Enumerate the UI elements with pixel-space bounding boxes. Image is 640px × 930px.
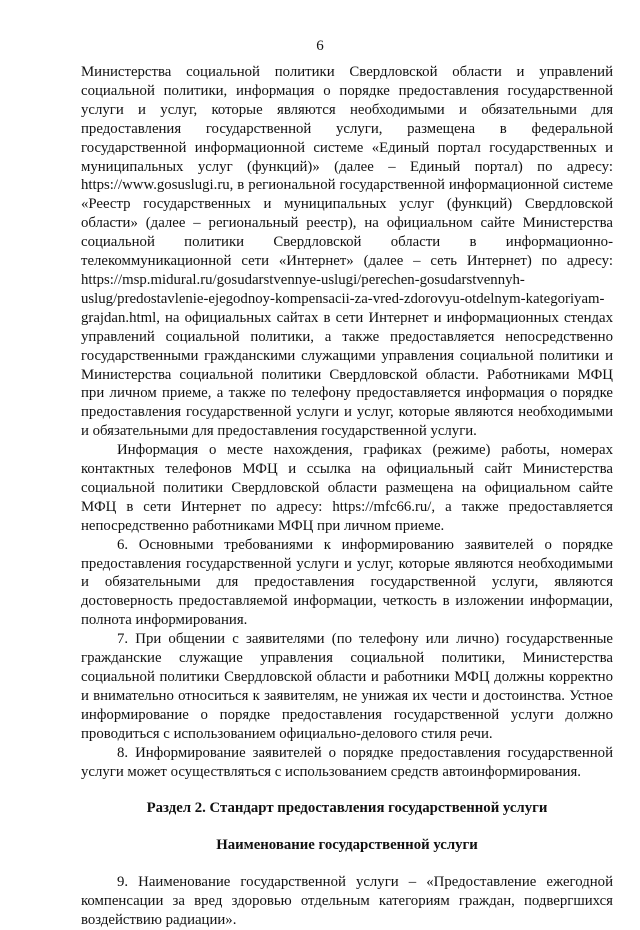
paragraph-item-9: 9. Наименование государственной услуги – «Предоставление ежегодной компенсации за вред здоровью отдельным категориям граждан, подвергшихся воздействию радиации». [81,874,613,929]
paragraph-continuation: Министерства социальной политики Свердловской области и управлений социальной политики, информация о порядке предоставления государственной услуги и услуг, которые являются необходимыми и обязательными для предоставления государственной услуги, размещена в федеральной государственной информационной системе «Единый портал государственных и муниципальных услуг (функций)» (далее – Единый портал) по адресу: https://www.gosuslugi.ru, в региональной государственной информационной системе «Реестр государственных и муниципальных услуг (функций) Свердловской области» (далее – региональный реестр), на официальном сайте Министерства социальной политики Свердловской области в информационно-телекоммуникационной сети «Интернет» (далее – сеть Интернет) по адресу: https://msp.midural.ru/gosudarstvennye-uslugi/perechen-gosudarstvennyh-uslug/predostavlenie-ejegodnoy-kompensacii-za-vred-zdorovyu-otdelnym-kategoriyam-grajdan.html, на официальных сайтах в сети Интернет и информационных стендах управлений социальной политики, а также предоставляется непосредственно государственными гражданскими служащими управления социальной политики и Министерства социальной политики Свердловской области. Работниками МФЦ при личном приеме, а также по телефону предоставляется информация о порядке предоставления государственной услуги и услуг, которые являются необходимыми и обязательными для предоставления государственной услуги. [81,64,613,440]
page-number: 6 [316,38,324,54]
subsection-heading: Наименование государственной услуги [216,837,478,854]
spacer [81,818,613,836]
paragraph-item-7: 7. При общении с заявителями (по телефону или лично) государственные гражданские служащие управления социальной политики, Министерства социальной политики Свердловской области и работники МФЦ должны корректно и внимательно относиться к заявителям, не унижая их чести и достоинства. Устное информирование о порядке предоставления государственной услуги должно проводиться с использованием официально-делового стиля речи. [81,631,613,742]
spacer [81,781,613,799]
paragraph-item-6: 6. Основными требованиями к информированию заявителей о порядке предоставления государственной услуги и услуг, которые являются необходимыми и обязательными для предоставления государственной услуги, являются достоверность предоставляемой информации, четкость в изложении информации, полнота информирования. [81,536,613,629]
paragraph-item-8: 8. Информирование заявителей о порядке предоставления государственной услуги может осуществляться с использованием средств автоинформирования. [81,744,613,780]
section-heading: Раздел 2. Стандарт предоставления государственной услуги [146,800,548,817]
document-body [81,63,613,930]
spacer [81,855,613,873]
paragraph-mfc-info: Информация о месте нахождения, графиках (режиме) работы, номерах контактных телефонов МФЦ и ссылка на официальный сайт Министерства социальной политики Свердловской области размещена на официальном сайте МФЦ в сети Интернет по адресу: https://mfc66.ru/, а также предоставляется непосредственно работниками МФЦ при личном приеме. [81,442,613,534]
